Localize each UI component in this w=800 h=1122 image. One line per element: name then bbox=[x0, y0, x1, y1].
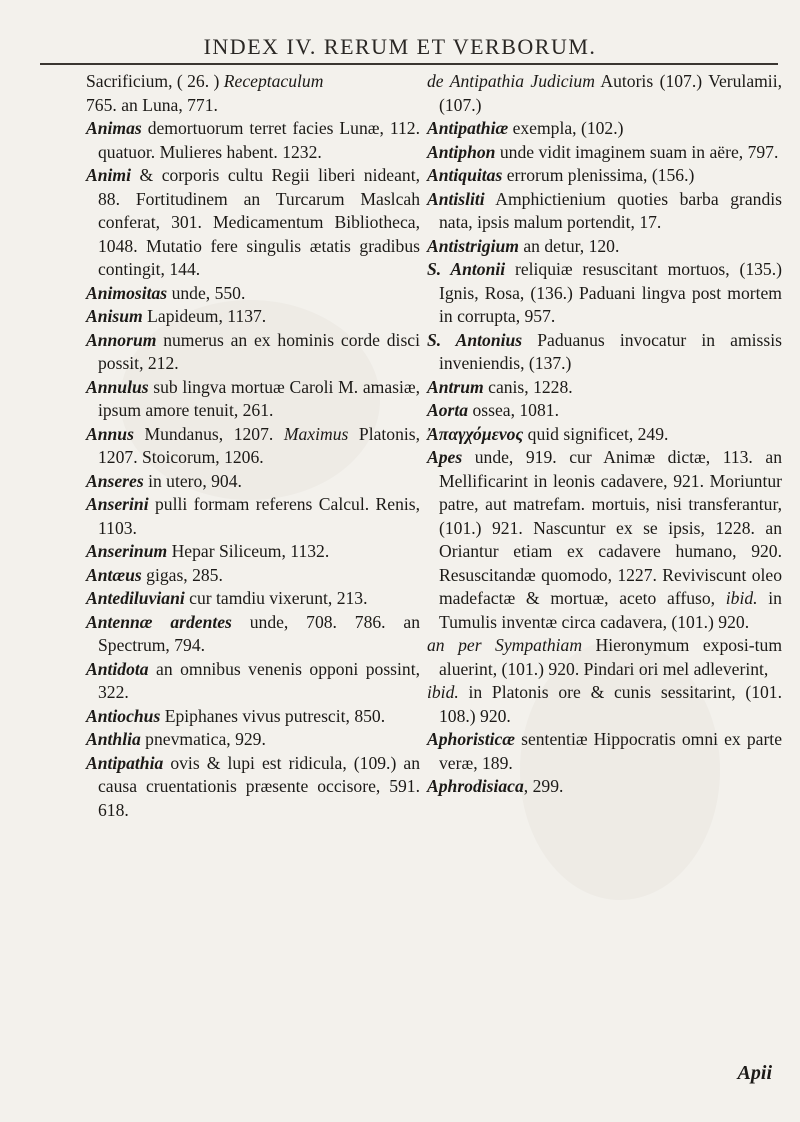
index-entry bbox=[86, 587, 420, 611]
entry-italic: Maximus bbox=[283, 423, 349, 444]
catchword: Apii bbox=[737, 1062, 772, 1084]
index-entry bbox=[427, 423, 782, 447]
index-entry bbox=[86, 94, 420, 118]
index-entry bbox=[427, 728, 782, 775]
header-rule bbox=[40, 63, 778, 65]
entry-italic: Receptaculum bbox=[223, 71, 324, 91]
entry-text: reliquiæ resuscitant mortuos, (135.) Ignis, Rosa, (136.) Paduani lingva post mortem in corrupta, 957. bbox=[439, 259, 782, 326]
entry-text: , 299. bbox=[523, 776, 564, 796]
entry-italic: ibid. bbox=[427, 682, 459, 702]
index-entry bbox=[86, 564, 420, 588]
entry-headword: Antidota bbox=[86, 658, 149, 679]
entry-headword: Anthlia bbox=[86, 729, 141, 749]
index-entry bbox=[427, 141, 782, 165]
entry-text: ossea, 1081. bbox=[468, 400, 559, 420]
entry-text: pnevmatica, 929. bbox=[140, 729, 266, 749]
entry-headword: Ἀπαγχόμενος bbox=[427, 423, 524, 444]
index-entry bbox=[427, 258, 782, 329]
index-entry bbox=[86, 470, 420, 494]
entry-headword: Animas bbox=[86, 118, 142, 138]
index-entry bbox=[427, 329, 782, 376]
index-entry bbox=[427, 634, 782, 681]
entry-text: & corporis cultu Regii liberi nideant, 88. Fortitudinem an Turcarum Maslcah conferat, 301. Medicamentum Bibliotheca, 1048. Mutatio fere singulis ætatis gradibus contingit, 144. bbox=[98, 165, 420, 279]
entry-headword: S. Antonius bbox=[427, 329, 523, 350]
entry-italic: ibid. bbox=[725, 588, 758, 608]
entry-text: ovis & lupi est ridicula, (109.) an causa cruentationis præsente occisore, 591. 618. bbox=[98, 752, 420, 820]
entry-italic: de Antipathia Judicium bbox=[427, 71, 595, 91]
index-entry bbox=[86, 329, 420, 376]
entry-text: in utero, 904. bbox=[143, 470, 242, 491]
index-entry bbox=[86, 611, 420, 658]
entry-headword: Antistrigium bbox=[427, 235, 519, 256]
entry-text: errorum plenissima, (156.) bbox=[502, 165, 695, 185]
entry-headword: Antæus bbox=[86, 564, 142, 585]
index-entry bbox=[86, 540, 420, 564]
entry-text: 765. an Luna, 771. bbox=[86, 94, 218, 115]
entry-headword: Anisum bbox=[86, 306, 143, 326]
index-entry bbox=[427, 70, 782, 117]
index-entry bbox=[86, 305, 420, 329]
index-entry bbox=[427, 376, 782, 400]
page-header: INDEX IV. RERUM ET VERBORUM. bbox=[203, 34, 597, 59]
entry-text: unde, 708. 786. an Spectrum, 794. bbox=[98, 611, 420, 655]
index-entry bbox=[427, 235, 782, 259]
entry-text: numerus an ex hominis corde disci possit, 212. bbox=[98, 329, 420, 373]
entry-text: Amphictienium quoties barba grandis nata, ipsis malum portendit, 17. bbox=[439, 188, 782, 232]
index-entry bbox=[86, 117, 420, 164]
entry-headword: Antipathiæ bbox=[427, 118, 509, 138]
entry-headword: Antediluviani bbox=[86, 588, 185, 608]
entry-headword: Antipathia bbox=[86, 752, 164, 773]
left-column bbox=[86, 70, 420, 822]
entry-text: Sacrificium, ( 26. ) bbox=[86, 71, 224, 91]
entry-headword: Annorum bbox=[86, 329, 157, 350]
index-entry bbox=[427, 446, 782, 634]
entry-text: Epiphanes vivus putrescit, 850. bbox=[160, 705, 386, 726]
entry-headword: Antiquitas bbox=[427, 165, 503, 185]
index-entry bbox=[86, 752, 420, 823]
index-entry bbox=[86, 70, 420, 94]
entry-text: exempla, (102.) bbox=[508, 118, 624, 138]
index-entry bbox=[86, 164, 420, 282]
entry-text: in Tumulis inventæ circa cadavera, (101.) 920. bbox=[439, 588, 782, 632]
entry-text: demortuorum terret facies Lunæ, 112. quatuor. Mulieres habent. 1232. bbox=[98, 118, 420, 162]
index-entry bbox=[427, 188, 782, 235]
index-entry bbox=[427, 399, 782, 423]
entry-text: in Platonis ore & cunis sessitarint, (101. 108.) 920. bbox=[439, 682, 782, 726]
entry-headword: Antrum bbox=[427, 376, 484, 397]
entry-headword: Aphoristicæ bbox=[427, 729, 515, 749]
entry-text: an omnibus venenis opponi possint, 322. bbox=[98, 658, 420, 702]
entry-headword: Annulus bbox=[86, 376, 149, 397]
entry-italic: an per Sympathiam bbox=[427, 635, 583, 655]
index-entry bbox=[86, 376, 420, 423]
entry-text: unde, 550. bbox=[167, 282, 246, 303]
entry-headword: Annus bbox=[86, 423, 134, 444]
entry-headword: Anserini bbox=[86, 494, 149, 514]
index-entry bbox=[86, 423, 420, 470]
entry-text: unde, 919. cur Animæ dictæ, 113. an Mellificarint in leonis cadavere, 921. Moriuntur patre, aut matrefam. mortuis, nisi transferantur, (101.) 921. Nascuntur ex se ipsis, 1228. an Oriantur etiam ex cadavere humano, 920. Resuscitandæ quomodo, 1227. Reviviscunt oleo madefactæ & mortuæ, aceto affuso, bbox=[439, 447, 782, 608]
entry-headword: Antiphon bbox=[427, 141, 496, 162]
entry-headword: Aorta bbox=[427, 400, 469, 420]
index-entry bbox=[427, 681, 782, 728]
entry-headword: Apes bbox=[427, 447, 463, 467]
entry-text: Hieronymum exposi-tum aluerint, (101.) 920. Pindari ori mel adleverint, bbox=[439, 635, 783, 679]
entry-text: pulli formam referens Calcul. Renis, 1103. bbox=[98, 494, 420, 538]
index-entry bbox=[86, 705, 420, 729]
index-entry bbox=[427, 117, 782, 141]
entry-text: canis, 1228. bbox=[483, 376, 573, 397]
index-entry bbox=[86, 493, 420, 540]
index-entry bbox=[427, 775, 782, 799]
entry-text: an detur, 120. bbox=[518, 235, 620, 256]
entry-text: sub lingva mortuæ Caroli M. amasiæ, ipsum amore tenuit, 261. bbox=[98, 376, 420, 420]
entry-headword: Anserinum bbox=[86, 541, 168, 561]
entry-text: Mundanus, 1207. bbox=[133, 423, 284, 444]
right-column bbox=[427, 70, 782, 799]
index-entry bbox=[427, 164, 782, 188]
entry-headword: Anseres bbox=[86, 470, 144, 491]
entry-text: gigas, 285. bbox=[141, 564, 223, 585]
entry-headword: Animi bbox=[86, 165, 131, 185]
entry-text: unde vidit imaginem suam in aëre, 797. bbox=[495, 141, 779, 162]
entry-headword: Aphrodisiaca bbox=[427, 776, 524, 796]
entry-headword: Antisliti bbox=[427, 188, 485, 209]
entry-text: Hepar Siliceum, 1132. bbox=[167, 541, 330, 561]
entry-headword: Antiochus bbox=[86, 705, 161, 726]
entry-headword: Animositas bbox=[86, 282, 168, 303]
entry-headword: S. Antonii bbox=[427, 259, 506, 279]
entry-text: sententiæ Hippocratis omni ex parte veræ, 189. bbox=[439, 729, 782, 773]
index-entry bbox=[86, 658, 420, 705]
entry-headword: Antennæ ardentes bbox=[86, 611, 232, 632]
entry-text: Lapideum, 1137. bbox=[142, 306, 267, 326]
index-entry bbox=[86, 282, 420, 306]
entry-text: Paduanus invocatur in amissis inveniendis, (137.) bbox=[439, 329, 782, 373]
index-entry bbox=[86, 728, 420, 752]
entry-text: cur tamdiu vixerunt, 213. bbox=[184, 588, 368, 608]
entry-text: Platonis, 1207. Stoicorum, 1206. bbox=[98, 423, 421, 467]
entry-text: Autoris (107.) Verulamii, (107.) bbox=[439, 71, 782, 115]
entry-text: quid significet, 249. bbox=[523, 423, 669, 444]
